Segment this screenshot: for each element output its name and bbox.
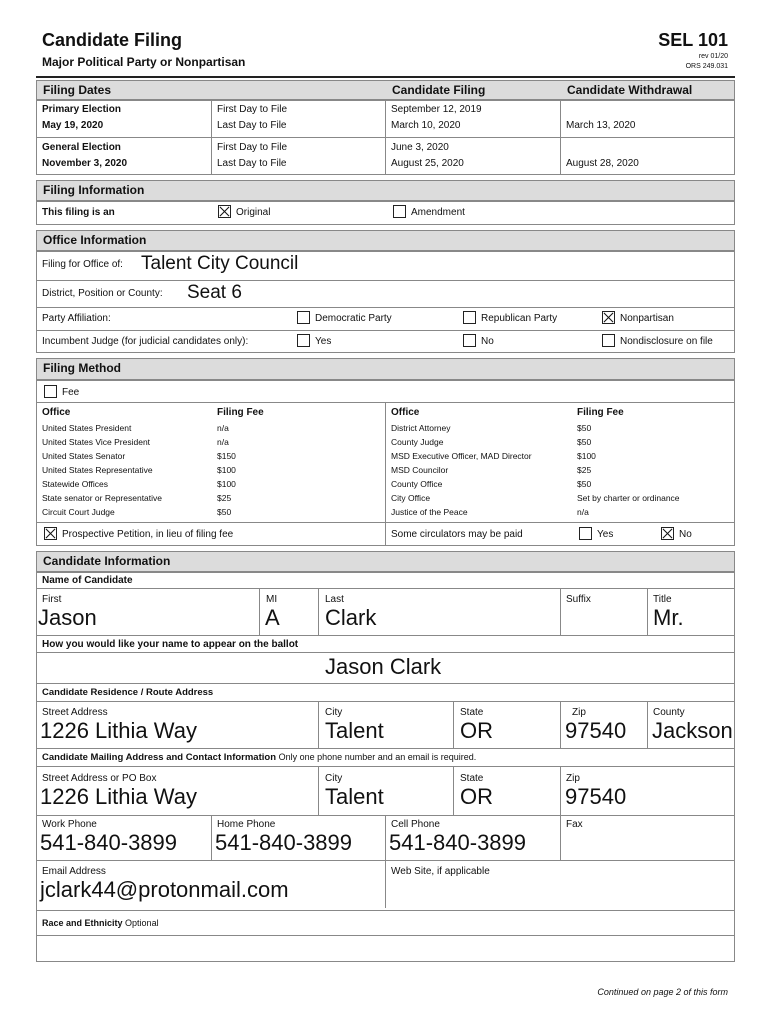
office-row: United States Senator bbox=[42, 451, 126, 461]
judge-no-label: No bbox=[481, 336, 494, 347]
fee-row: $50 bbox=[217, 507, 232, 517]
primary-election-label: Primary Election bbox=[42, 104, 121, 115]
amendment-label: Amendment bbox=[411, 207, 465, 218]
work-phone-label: Work Phone bbox=[42, 819, 97, 830]
fee-col-left: Filing Fee bbox=[217, 407, 264, 418]
mi-value[interactable]: A bbox=[265, 605, 280, 630]
original-checkbox[interactable] bbox=[218, 205, 231, 218]
residence-heading: Candidate Residence / Route Address bbox=[42, 687, 214, 698]
divider bbox=[36, 522, 735, 523]
divider bbox=[385, 100, 386, 175]
primary-first-day: September 12, 2019 bbox=[391, 104, 482, 115]
democratic-checkbox[interactable] bbox=[297, 311, 310, 324]
title-label: Title bbox=[653, 594, 672, 605]
divider bbox=[36, 652, 735, 653]
fee-label: Fee bbox=[62, 387, 80, 398]
mail-street-value[interactable]: 1226 Lithia Way bbox=[40, 784, 197, 809]
mailing-note: Only one phone number and an email is required. bbox=[278, 752, 477, 762]
nonpartisan-label: Nonpartisan bbox=[620, 313, 674, 324]
district-value[interactable]: Seat 6 bbox=[187, 282, 242, 303]
party-label: Party Affiliation: bbox=[42, 313, 111, 324]
fee-row: Set by charter or ordinance bbox=[577, 493, 680, 503]
county-value[interactable]: Jackson bbox=[652, 718, 733, 743]
office-row: MSD Councilor bbox=[391, 465, 449, 475]
divider bbox=[318, 701, 319, 748]
office-col-right: Office bbox=[391, 407, 420, 418]
filing-method-header bbox=[36, 358, 735, 380]
cell-phone-label: Cell Phone bbox=[391, 819, 440, 830]
divider bbox=[211, 100, 212, 175]
ballot-name-label: How you would like your name to appear on the ballot bbox=[42, 639, 299, 650]
divider bbox=[36, 766, 735, 767]
city-label: City bbox=[325, 707, 343, 718]
primary-withdrawal: March 13, 2020 bbox=[566, 120, 636, 131]
nondisclosure-label: Nondisclosure on file bbox=[620, 336, 713, 347]
last-name-label: Last bbox=[325, 594, 344, 605]
filing-type-label: This filing is an bbox=[42, 207, 115, 218]
divider bbox=[560, 701, 561, 748]
office-row: County Judge bbox=[391, 437, 444, 447]
mail-street-label: Street Address or PO Box bbox=[42, 773, 157, 784]
county-label: County bbox=[653, 707, 685, 718]
mail-state-label: State bbox=[460, 773, 484, 784]
divider bbox=[647, 701, 648, 748]
mail-zip-value[interactable]: 97540 bbox=[565, 784, 627, 809]
last-name-value[interactable]: Clark bbox=[325, 605, 377, 630]
divider bbox=[36, 330, 735, 331]
primary-last-day-label: Last Day to File bbox=[217, 120, 287, 131]
filing-info-header bbox=[36, 180, 735, 201]
divider bbox=[36, 588, 735, 589]
zip-value[interactable]: 97540 bbox=[565, 718, 627, 743]
divider bbox=[36, 280, 735, 281]
fee-row: $100 bbox=[577, 451, 596, 461]
race-note: Optional bbox=[125, 918, 159, 928]
candidate-info-header bbox=[36, 551, 735, 572]
form-title: Candidate Filing bbox=[42, 30, 183, 50]
divider bbox=[453, 701, 454, 748]
fee-row: $25 bbox=[217, 493, 232, 503]
mail-state-value[interactable]: OR bbox=[460, 784, 493, 809]
first-name-label: First bbox=[42, 594, 62, 605]
office-info-heading: Office Information bbox=[43, 233, 147, 247]
candidate-info-heading: Candidate Information bbox=[43, 554, 171, 568]
filing-dates-heading: Filing Dates bbox=[43, 83, 112, 97]
circulators-label: Some circulators may be paid bbox=[391, 529, 523, 540]
divider bbox=[385, 860, 386, 908]
fee-col-right: Filing Fee bbox=[577, 407, 624, 418]
judge-label: Incumbent Judge (for judicial candidates only): bbox=[42, 336, 249, 347]
fee-checkbox[interactable] bbox=[44, 385, 57, 398]
divider bbox=[560, 100, 561, 175]
democratic-label: Democratic Party bbox=[315, 313, 392, 324]
fee-row: $25 bbox=[577, 465, 592, 475]
home-phone-value[interactable]: 541-840-3899 bbox=[215, 830, 353, 855]
circulators-no-label: No bbox=[679, 529, 692, 540]
judge-yes-checkbox[interactable] bbox=[297, 334, 310, 347]
divider bbox=[36, 307, 735, 308]
petition-label: Prospective Petition, in lieu of filing fee bbox=[62, 529, 234, 540]
general-first-day-label: First Day to File bbox=[217, 142, 288, 153]
original-label: Original bbox=[236, 207, 271, 218]
street-label: Street Address bbox=[42, 707, 108, 718]
general-withdrawal: August 28, 2020 bbox=[566, 158, 639, 169]
divider bbox=[259, 588, 260, 635]
primary-first-day-label: First Day to File bbox=[217, 104, 288, 115]
ors-text: ORS 249.031 bbox=[685, 63, 728, 70]
mail-city-label: City bbox=[325, 773, 343, 784]
republican-checkbox[interactable] bbox=[463, 311, 476, 324]
judge-yes-label: Yes bbox=[315, 336, 332, 347]
office-col-left: Office bbox=[42, 407, 71, 418]
state-label: State bbox=[460, 707, 484, 718]
divider bbox=[385, 402, 386, 546]
circulators-no-checkbox[interactable] bbox=[661, 527, 674, 540]
divider bbox=[211, 815, 212, 860]
office-row: United States Vice President bbox=[42, 437, 151, 447]
fee-row: n/a bbox=[577, 507, 589, 517]
circulators-yes-label: Yes bbox=[597, 529, 614, 540]
republican-label: Republican Party bbox=[481, 313, 558, 324]
zip-label: Zip bbox=[572, 707, 586, 718]
mail-zip-label: Zip bbox=[566, 773, 580, 784]
office-label: Filing for Office of: bbox=[42, 259, 123, 270]
office-row: Statewide Offices bbox=[42, 479, 108, 489]
amendment-checkbox[interactable] bbox=[393, 205, 406, 218]
office-row: United States President bbox=[42, 423, 132, 433]
mailing-heading: Candidate Mailing Address and Contact Information bbox=[42, 752, 276, 763]
race-row bbox=[42, 918, 159, 928]
fee-row: $50 bbox=[577, 437, 592, 447]
title-value[interactable]: Mr. bbox=[653, 605, 684, 630]
general-election-date: November 3, 2020 bbox=[42, 158, 128, 169]
fax-label: Fax bbox=[566, 819, 583, 830]
header-rule bbox=[36, 76, 735, 78]
state-value[interactable]: OR bbox=[460, 718, 493, 743]
divider bbox=[36, 683, 735, 684]
office-value[interactable]: Talent City Council bbox=[141, 253, 299, 274]
race-label: Race and Ethnicity bbox=[42, 918, 123, 928]
general-election-label: General Election bbox=[42, 142, 121, 153]
home-phone-label: Home Phone bbox=[217, 819, 276, 830]
fee-row: n/a bbox=[217, 423, 229, 433]
primary-last-day: March 10, 2020 bbox=[391, 120, 461, 131]
office-row: State senator or Representative bbox=[42, 493, 163, 503]
divider bbox=[36, 935, 735, 936]
rev-text: rev 01/20 bbox=[698, 53, 728, 60]
nonpartisan-checkbox[interactable] bbox=[602, 311, 615, 324]
continued-note: Continued on page 2 of this form bbox=[597, 987, 728, 997]
mi-label: MI bbox=[266, 594, 278, 605]
mailing-heading-row bbox=[42, 752, 476, 763]
form-revision bbox=[686, 52, 728, 72]
petition-checkbox[interactable] bbox=[44, 527, 57, 540]
suffix-label: Suffix bbox=[566, 594, 591, 605]
candidate-withdrawal-col: Candidate Withdrawal bbox=[567, 83, 693, 97]
office-row: District Attorney bbox=[391, 423, 451, 433]
circulators-yes-checkbox[interactable] bbox=[579, 527, 592, 540]
filing-dates-header bbox=[36, 80, 735, 100]
form-subtitle: Major Political Party or Nonpartisan bbox=[42, 55, 246, 69]
filing-info-heading: Filing Information bbox=[43, 183, 145, 197]
email-label: Email Address bbox=[42, 866, 106, 877]
fee-row: $100 bbox=[217, 479, 236, 489]
fee-row: n/a bbox=[217, 437, 229, 447]
divider bbox=[453, 766, 454, 815]
divider bbox=[560, 588, 561, 635]
office-row: United States Representative bbox=[42, 465, 153, 475]
divider bbox=[560, 766, 561, 860]
divider bbox=[36, 701, 735, 702]
divider bbox=[36, 910, 735, 911]
form-id: SEL 101 bbox=[658, 30, 728, 50]
divider bbox=[385, 815, 386, 860]
divider bbox=[36, 635, 735, 636]
divider bbox=[647, 588, 648, 635]
name-heading: Name of Candidate bbox=[42, 575, 133, 586]
office-row: MSD Executive Officer, MAD Director bbox=[391, 451, 532, 461]
general-last-day-label: Last Day to File bbox=[217, 158, 287, 169]
first-name-value[interactable]: Jason bbox=[38, 605, 97, 630]
office-row: Justice of the Peace bbox=[391, 507, 468, 517]
cell-phone-value[interactable]: 541-840-3899 bbox=[389, 830, 527, 855]
street-value[interactable]: 1226 Lithia Way bbox=[40, 718, 197, 743]
district-label: District, Position or County: bbox=[42, 288, 163, 299]
divider bbox=[36, 748, 735, 749]
judge-no-checkbox[interactable] bbox=[463, 334, 476, 347]
candidate-filing-col: Candidate Filing bbox=[392, 83, 486, 97]
fee-row: $150 bbox=[217, 451, 236, 461]
general-last-day: August 25, 2020 bbox=[391, 158, 464, 169]
office-row: Circuit Court Judge bbox=[42, 507, 115, 517]
city-value[interactable]: Talent bbox=[325, 718, 384, 743]
divider bbox=[318, 588, 319, 635]
primary-election-date: May 19, 2020 bbox=[42, 120, 104, 131]
office-row: City Office bbox=[391, 493, 431, 503]
fee-row: $50 bbox=[577, 423, 592, 433]
filing-info-row bbox=[36, 201, 735, 225]
office-row: County Office bbox=[391, 479, 443, 489]
ballot-name-value[interactable]: Jason Clark bbox=[325, 654, 442, 679]
general-first-day: June 3, 2020 bbox=[391, 142, 449, 153]
divider bbox=[318, 766, 319, 815]
nondisclosure-checkbox[interactable] bbox=[602, 334, 615, 347]
mail-city-value[interactable]: Talent bbox=[325, 784, 384, 809]
fee-row: $50 bbox=[577, 479, 592, 489]
filing-method-heading: Filing Method bbox=[43, 361, 121, 375]
work-phone-value[interactable]: 541-840-3899 bbox=[40, 830, 178, 855]
office-info-header bbox=[36, 230, 735, 251]
website-label: Web Site, if applicable bbox=[391, 866, 490, 877]
email-value[interactable]: jclark44@protonmail.com bbox=[40, 877, 289, 902]
fee-row: $100 bbox=[217, 465, 236, 475]
